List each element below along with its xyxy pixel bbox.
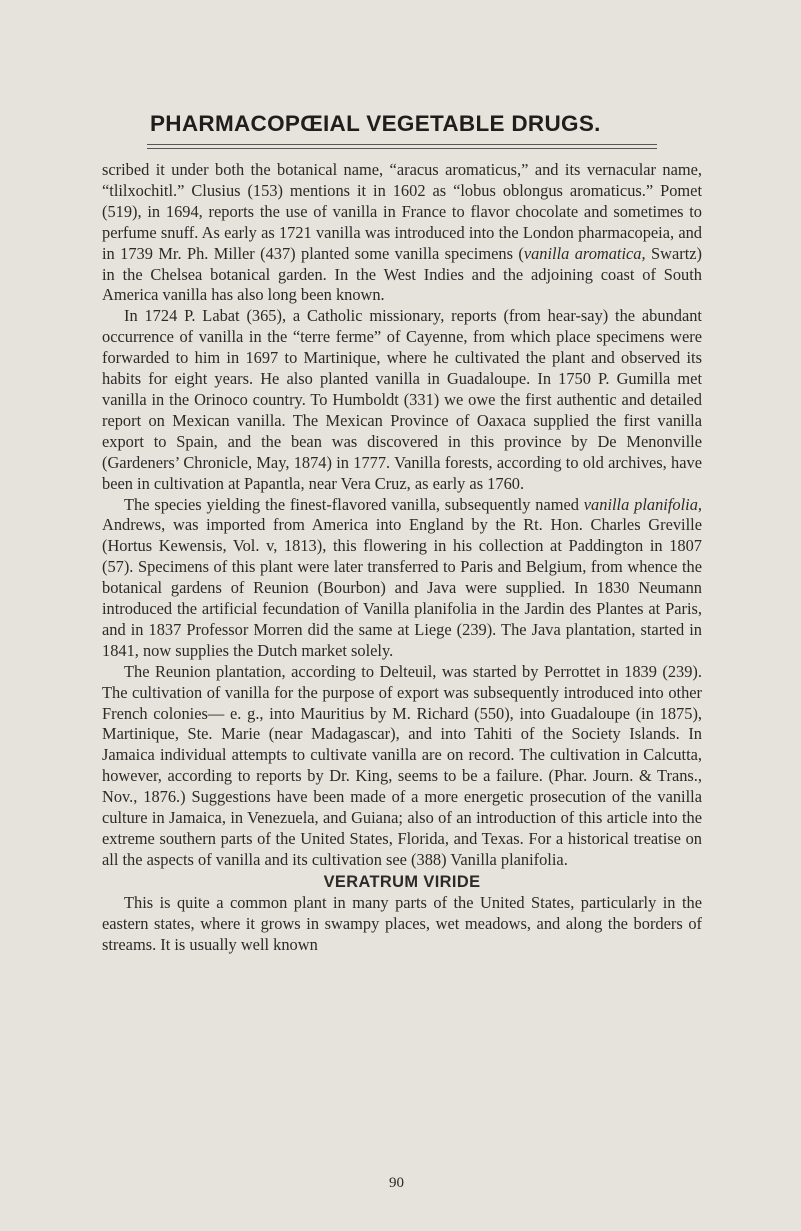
body-text xyxy=(102,160,702,955)
italic-term: vanilla aromatica, xyxy=(523,243,646,263)
paragraph-text: The species yielding the finest-flavored vanilla, subsequently named xyxy=(124,494,584,514)
paragraph: In 1724 P. Labat (365), a Catholic missionary, reports (from hear-say) the abundant occurrence of vanilla in the “terre ferme” of Cayenne, from which place specimens were forwarded to him in 1697 to Martinique, where he cultivated the plant and observed its habits for eight years. He also planted vanilla in Guadaloupe. In 1750 P. Gumilla met vanilla in the Orinoco country. To Humboldt (331) we owe the first authentic and detailed report on Mexican vanilla. The Mexican Province of Oaxaca supplied the first vanilla export to Spain, and the bean was discovered in this province by De Menonville (Gardeners’ Chronicle, May, 1874) in 1777. Vanilla forests, according to old archives, have been in cultivation at Papantla, near Vera Cruz, as early as 1760. xyxy=(102,306,702,493)
italic-term: vanilla planifolia, xyxy=(583,494,702,514)
running-head: PHARMACOPŒIAL VEGETABLE DRUGS. xyxy=(150,111,601,136)
paragraph-text: Andrews, was imported from America into England by the Rt. Hon. Charles Greville (Hortus Kewensis, Vol. v, 1813), this flowering in his collection at Paddington in 1807 (57). Specimens of this plant were later transferred to Paris and Belgium, from whence the botanical gardens of Reunion (Bourbon) and Java were supplied. In 1830 Neumann introduced the artificial fecundation of Vanilla planifolia in the Jardin des Plantes at Paris, and in 1837 Professor Morren did the same at Liege (239). The Java plantation, started in 1841, now supplies the Dutch market solely. xyxy=(102,515,702,660)
header-rule-top xyxy=(147,144,657,145)
section-heading: VERATRUM VIRIDE xyxy=(323,872,481,891)
paragraph xyxy=(102,160,702,306)
paragraph-text: Swartz) in the Chelsea botanical garden. In the West Indies and the adjoining coast of South America vanilla has also long been known. xyxy=(102,243,702,305)
paragraph: The Reunion plantation, according to Delteuil, was started by Perrottet in 1839 (239). The cultivation of vanilla for the purpose of export was subsequently introduced into other French colonies— e. g., into Mauritius by M. Richard (550), into Guadaloupe (in 1875), Martinique, Ste. Marie (near Madagascar), and into Tahiti of the Society Islands. In Jamaica individual attempts to cultivate vanilla are on record. The cultivation in Calcutta, however, according to reports by Dr. King, seems to be a failure. (Phar. Journ. & Trans., Nov., 1876.) Suggestions have been made of a more energetic prosecution of the vanilla culture in Jamaica, in Venezuela, and Guiana; also of an introduction of this article into the extreme southern parts of the United States, Florida, and Texas. For a historical treatise on all the aspects of vanilla and its cultivation see (388) Vanilla planifolia. xyxy=(102,661,702,869)
header-rule-bottom xyxy=(147,148,657,149)
page-number: 90 xyxy=(389,1175,404,1191)
paragraph-text: scribed it under both the botanical name, “aracus aromaticus,” and its vernacular name, “tlilxochitl.” Clusius (153) mentions it in 1602 as “lobus oblongus aromaticus.” Pomet (519), in 1694, reports the use of vanilla in France to flavor chocolate and sometimes to perfume snuff. As early as 1721 vanilla was introduced into the London pharmacopeia, and in 1739 Mr. Ph. Miller (437) planted some vanilla specimens ( xyxy=(102,160,702,263)
paragraph: This is quite a common plant in many parts of the United States, particularly in the eastern states, where it grows in swampy places, wet meadows, and along the borders of streams. It is usually well known xyxy=(102,892,702,954)
paragraph xyxy=(102,495,702,662)
